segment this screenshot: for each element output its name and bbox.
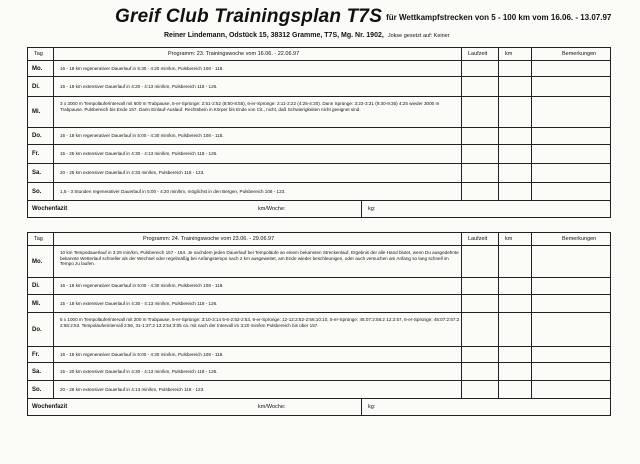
training-text: 16 - 18 km regenerativer Dauerlauf in 5:00 - 4:30 min/km, Pulsbereich 108 - 118. [60, 283, 224, 289]
training-text: 20 - 25 km extensiver Dauerlauf in 4:13 min/km, Pulsbereich 118 - 123. [60, 386, 205, 392]
day-label: So. [32, 188, 42, 195]
training-text: 15 - 18 km extensiver Dauerlauf in 4:20 - 4:13 min/km, Pulsbereich 118 - 126. [60, 83, 218, 89]
document-title: Greif Club Trainingsplan T7S [115, 6, 383, 27]
training-text: 15 - 18 km extensiver Dauerlauf in 4:30 - 4:13 min/km, Pulsbereich 118 - 126. [60, 300, 218, 306]
training-text: 15 - 20 km extensiver Dauerlauf in 4:30 - 4:13 min/km, Pulsbereich 118 - 126. [60, 368, 218, 374]
title-line [115, 6, 611, 28]
day-row [28, 61, 610, 77]
training-text: 16 - 18 km regenerativer Dauerlauf in 5:00 - 4:30 min/km, Pulsbereich 108 - 118. [60, 133, 224, 139]
day-row [28, 128, 610, 145]
title-suffix: für Wettkampfstrecken von 5 - 100 km vom 16.06. - 13.07.97 [386, 13, 612, 22]
day-label: Sa. [32, 170, 42, 176]
day-row [28, 295, 610, 313]
week-header-row [28, 233, 610, 246]
footer-km: km/Woche: [258, 404, 286, 410]
footer-label: Wochenfazit [32, 206, 68, 212]
day-row [28, 347, 610, 363]
day-label: So. [32, 386, 42, 393]
column-laufzeit: Laufzeit [468, 236, 488, 242]
column-km: km [505, 236, 513, 242]
training-text: 16 - 18 km regenerativer Dauerlauf in 5:30 - 4:20 min/km, Pulsbereich 108 - 118. [60, 65, 224, 71]
day-label: Di. [32, 283, 40, 289]
day-row [28, 363, 610, 381]
footer-label: Wochenfazit [32, 404, 68, 410]
column-day: Tag [34, 51, 43, 57]
day-label: Mo. [32, 258, 43, 265]
address-text: Reiner Lindemann, Odstück 15, 38312 Gramme, T7S, Mg. Nr. 1902, [164, 32, 384, 39]
training-text: 5 x 1000 m Tempoläuferintervall mit 200 m Trabpause, 5-er-Sprünge: 3:10-3:14 5-6-2:52-2:53, 6-er-Sprünge: 12-12:2:52-2:56:10:10, 5-er-Sprünge: 45:07:2:56:2 12:2:57, 6-er-Sprünge: 45:07:2:57:2 2:56:2:53. Tempoläuferintervall 2:56, 31-1:37:2 13:2:54:3:05 ca. mit nach der Intervall im 3:20 min/km Pulsbereich bis über 157. [60, 317, 460, 328]
day-label: Sa. [32, 368, 42, 375]
footer-kg: kg: [368, 404, 376, 410]
training-text: 15 - 25 km extensiver Dauerlauf in 4:30 - 4:13 min/km, Pulsbereich 118 - 126. [60, 151, 218, 157]
day-row [28, 246, 610, 278]
address-line [164, 32, 450, 39]
day-label: Mi. [32, 109, 41, 115]
column-day: Tag [34, 236, 43, 242]
training-text: 20 - 25 km extensiver Dauerlauf in 4:33 min/km, Pulsbereich 118 - 123. [60, 170, 205, 176]
column-bemerkungen: Bemerkungen [562, 51, 597, 57]
day-label: Mi. [32, 300, 41, 307]
day-row [28, 381, 610, 399]
day-row [28, 145, 610, 164]
day-row [28, 77, 610, 97]
day-row [28, 278, 610, 295]
day-row [28, 183, 610, 201]
week-footer [28, 399, 610, 415]
day-label: Fr. [32, 351, 40, 358]
address-note: Jokse gesetzt auf: Keiner [387, 33, 450, 39]
day-label: Do. [32, 133, 42, 139]
week-header-row [28, 48, 610, 61]
column-km: km [505, 51, 513, 57]
training-text: 1,5 - 3 Stunden regenerativer Dauerlauf in 5:00 - 4:20 min/km, möglichst in den Bergen, Pulsbereich 108 - 123. [60, 188, 286, 194]
footer-km: km/Woche: [258, 206, 286, 212]
day-label: Mo. [32, 65, 43, 72]
program-title: Programm: 23. Trainingswoche vom 16.06. - 22.06.97 [168, 51, 300, 57]
day-row [28, 164, 610, 183]
training-text: 3 x 3000 m Tempoläuferintervall mit 600 m Trabpause, 5-er-Sprünge: 2:51-2:52 (8:50-8:55), 6-er-Sprünge: 2:11-2:22 (4:25-4:30). Dann Sprünge: 3:23-3:31 (9:30-9:36) 4:25 wieder 3000 m Trabpause. Pulsbereich bis Ende 157. Dann Einlauf-Auslauf. Rechtsbein in Körper bis Ende von Cit., nicht, daß Schwierigkeiten nicht geeignet sind. [60, 101, 440, 112]
day-label: Fr. [32, 151, 40, 157]
training-text: 16 - 18 km regenerativer Dauerlauf in 5:00 - 4:30 min/km, Pulsbereich 108 - 118. [60, 351, 224, 357]
column-bemerkungen: Bemerkungen [562, 236, 597, 242]
week-table-23 [27, 47, 611, 218]
day-label: Do. [32, 326, 42, 333]
training-text: 10 km Tempodauerlauf in 3:29 min/km, Pulsbereich 157 - 164. Je nachdem jeden Dauerlauf bei Tempoläufe an einem bekannten Streckenlauf, Ergebnis der alle Hand blutet, wenn Du ausgedehnte bekannte Wetterlauf schneller als der Wechsel oder regelmäßig bei Anfangstempo nach 2 km ausgeweitet, am Ende wieder beschleunigen, oder auch versuchen am Anfang so lang schnell im Tempo zu laufen. [60, 250, 459, 267]
day-label: Di. [32, 83, 40, 90]
day-row [28, 313, 610, 347]
day-row [28, 97, 610, 128]
program-title: Programm: 24. Trainingswoche vom 23.06. - 29.06.97 [143, 236, 275, 242]
column-laufzeit: Laufzeit [468, 51, 488, 57]
week-table-24 [27, 232, 611, 416]
footer-kg: kg: [368, 206, 376, 212]
week-footer [28, 201, 610, 217]
